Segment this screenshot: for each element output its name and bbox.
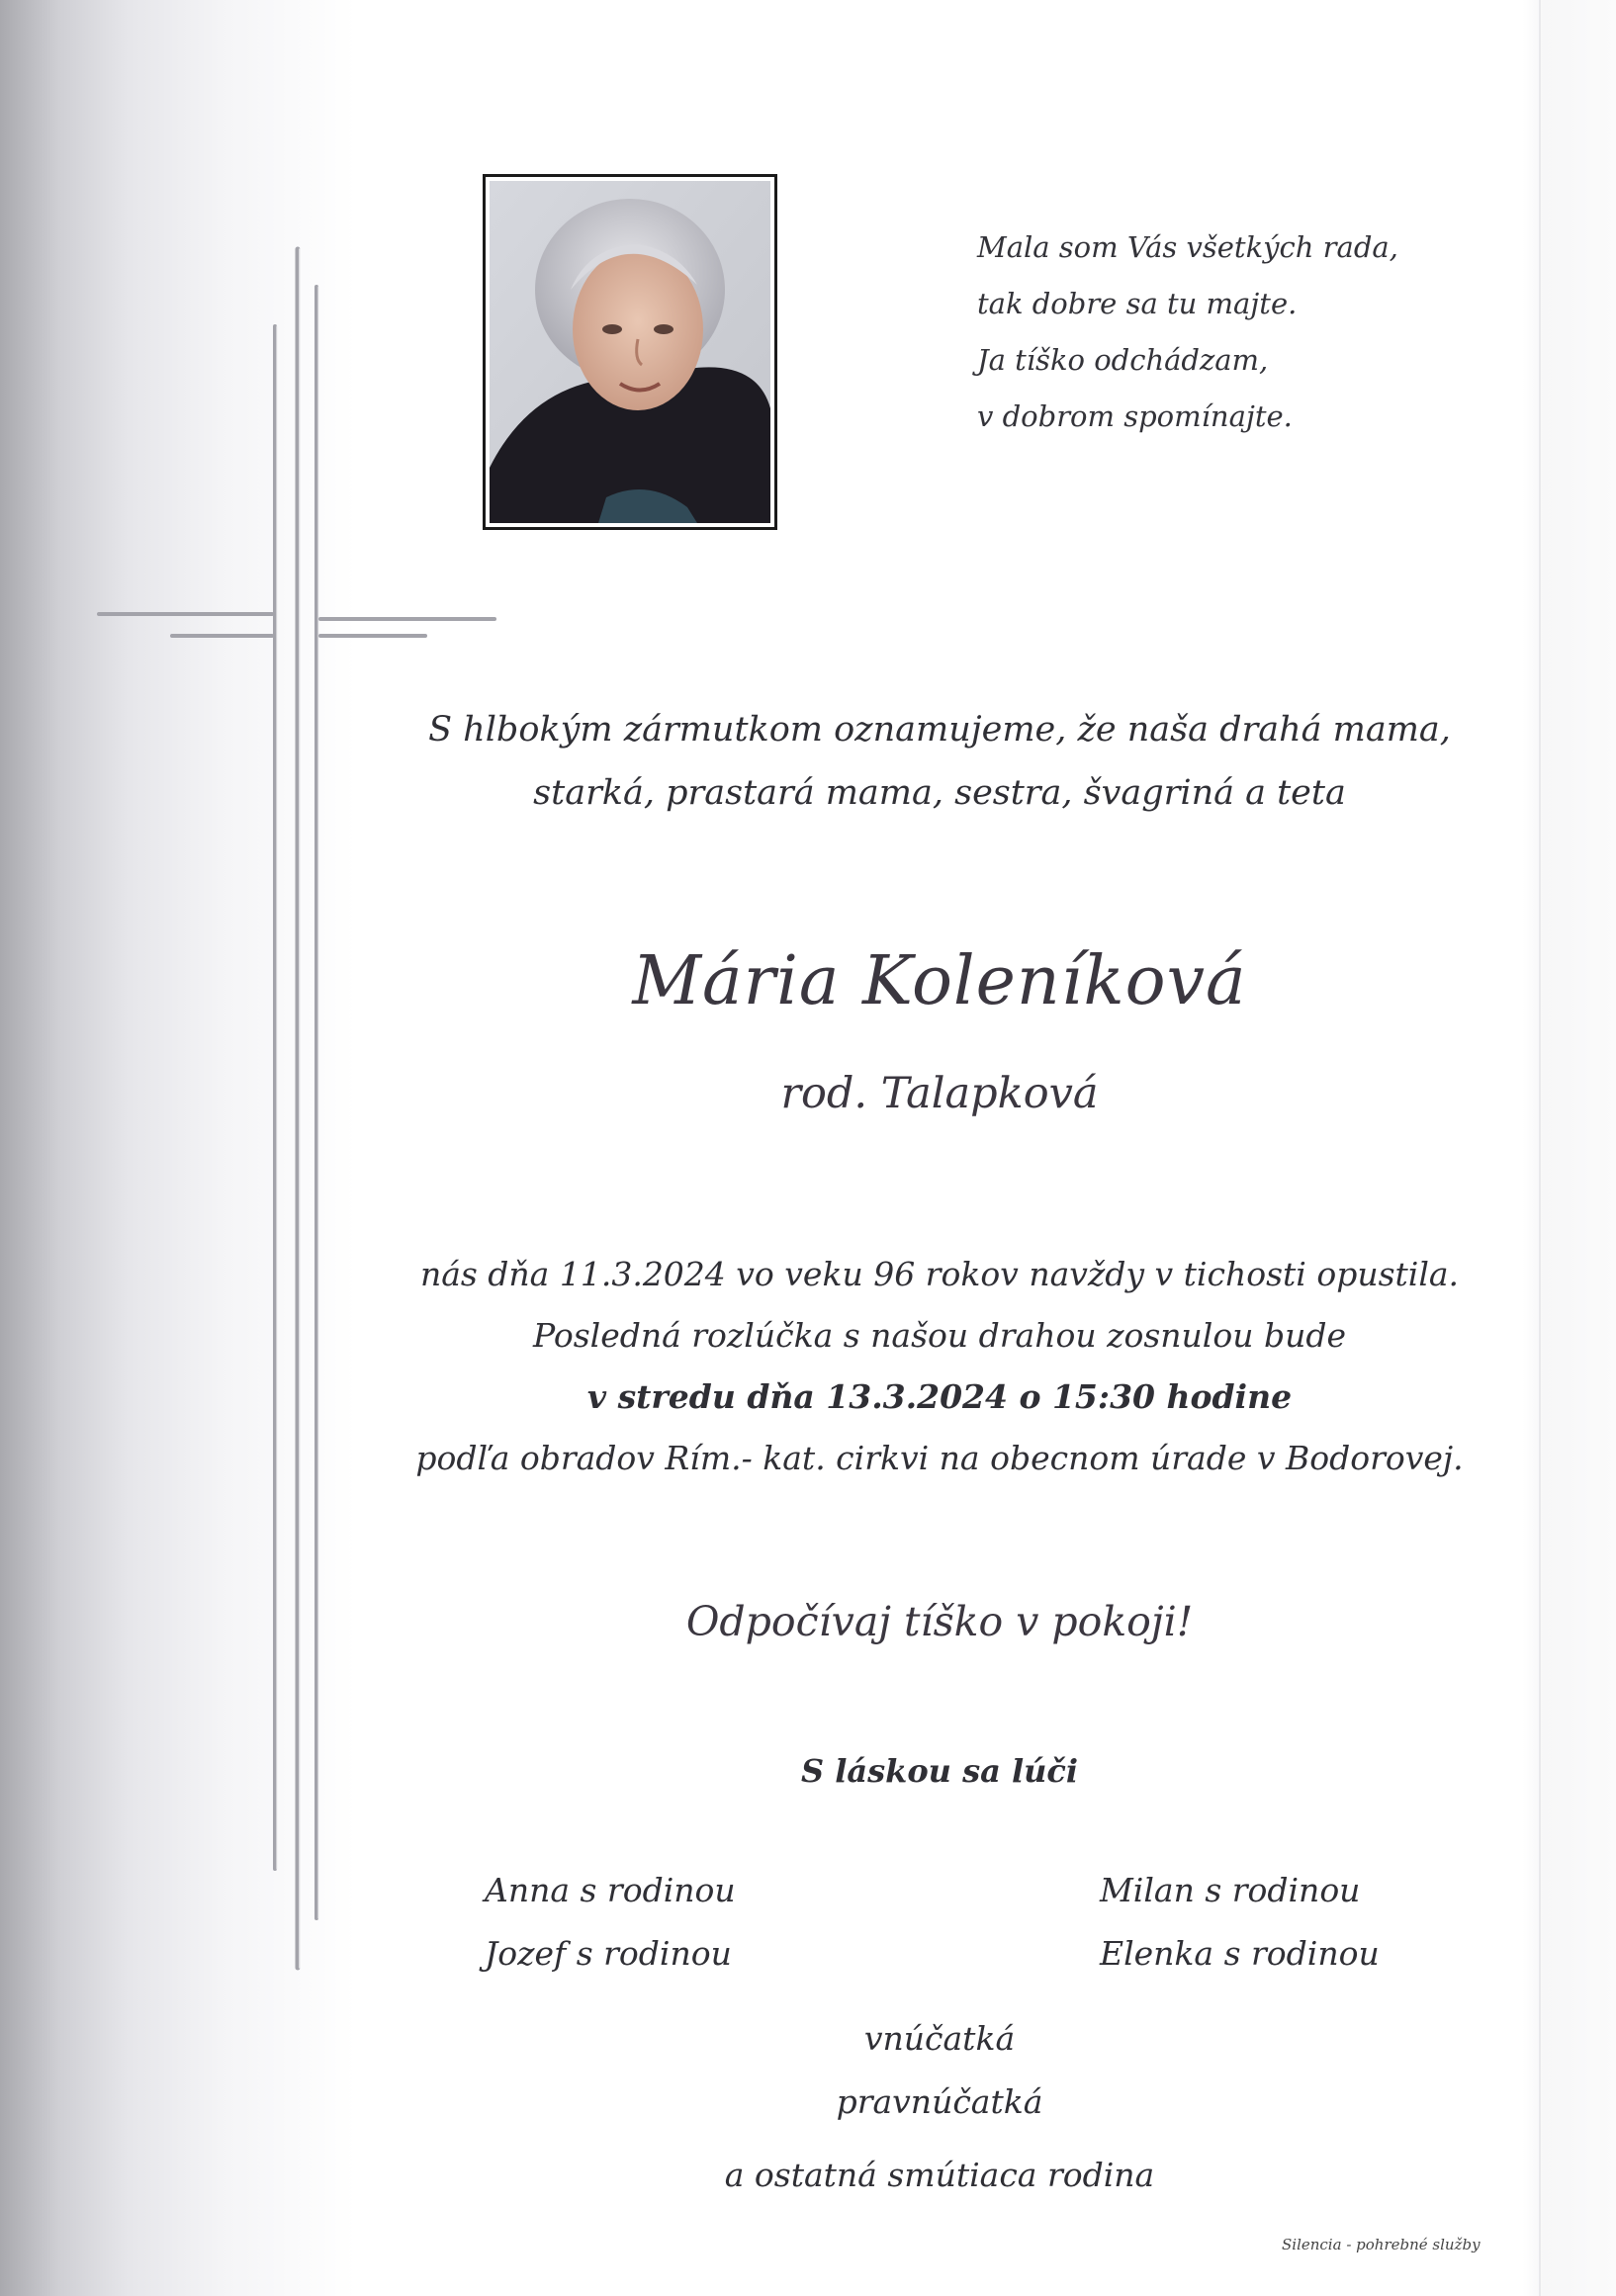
announcement-line: starká, prastará mama, sestra, švagriná a teta bbox=[533, 773, 1346, 813]
grandchildren bbox=[297, 2007, 1582, 2134]
details-line: nás dňa 11.3.2024 vo veku 96 rokov navždy v tichosti opustila. bbox=[419, 1255, 1460, 1293]
portrait-photo bbox=[483, 174, 777, 530]
poem-verse bbox=[977, 220, 1398, 445]
details-line: Posledná rozlúčka s našou drahou zosnulou bude bbox=[532, 1316, 1346, 1355]
funeral-service-credit: Silencia - pohrebné služby bbox=[1282, 2236, 1481, 2253]
mourner-item: pravnúčatká bbox=[836, 2082, 1043, 2121]
funeral-date-line: v stredu dňa 13.3.2024 o 15:30 hodine bbox=[586, 1377, 1293, 1416]
portrait-photo-icon bbox=[490, 181, 770, 523]
mourners-right bbox=[1100, 1859, 1380, 1986]
mourner-item: Jozef s rodinou bbox=[485, 1934, 732, 1973]
poem-line: Mala som Vás všetkých rada, bbox=[977, 230, 1398, 264]
poem-line: Ja tíško odchádzam, bbox=[977, 343, 1269, 377]
paper-edge-line bbox=[1539, 0, 1541, 2296]
mourners-left bbox=[485, 1859, 736, 1986]
details-line: podľa obradov Rím.- kat. cirkvi na obecnom úrade v Bodorovej. bbox=[415, 1439, 1464, 1477]
mourner-item: Elenka s rodinou bbox=[1100, 1934, 1380, 1973]
deceased-name: Mária Koleníková bbox=[632, 942, 1247, 1020]
mourner-item: Milan s rodinou bbox=[1100, 1871, 1361, 1909]
maiden-name: rod. Talapková bbox=[780, 1069, 1099, 1118]
poem-line: tak dobre sa tu majte. bbox=[977, 287, 1298, 320]
grieving-family: a ostatná smútiaca rodina bbox=[724, 2156, 1155, 2194]
mourner-item: vnúčatká bbox=[863, 2019, 1016, 2058]
rest-in-peace: Odpočívaj tíško v pokoji! bbox=[685, 1598, 1194, 1645]
mourner-item: Anna s rodinou bbox=[485, 1871, 736, 1909]
poem-line: v dobrom spomínajte. bbox=[977, 399, 1293, 433]
announcement-text bbox=[297, 698, 1582, 825]
funeral-details bbox=[297, 1244, 1582, 1489]
announcement-line: S hlbokým zármutkom oznamujeme, že naša drahá mama, bbox=[428, 710, 1451, 750]
farewell-heading: S láskou sa lúči bbox=[800, 1752, 1079, 1790]
